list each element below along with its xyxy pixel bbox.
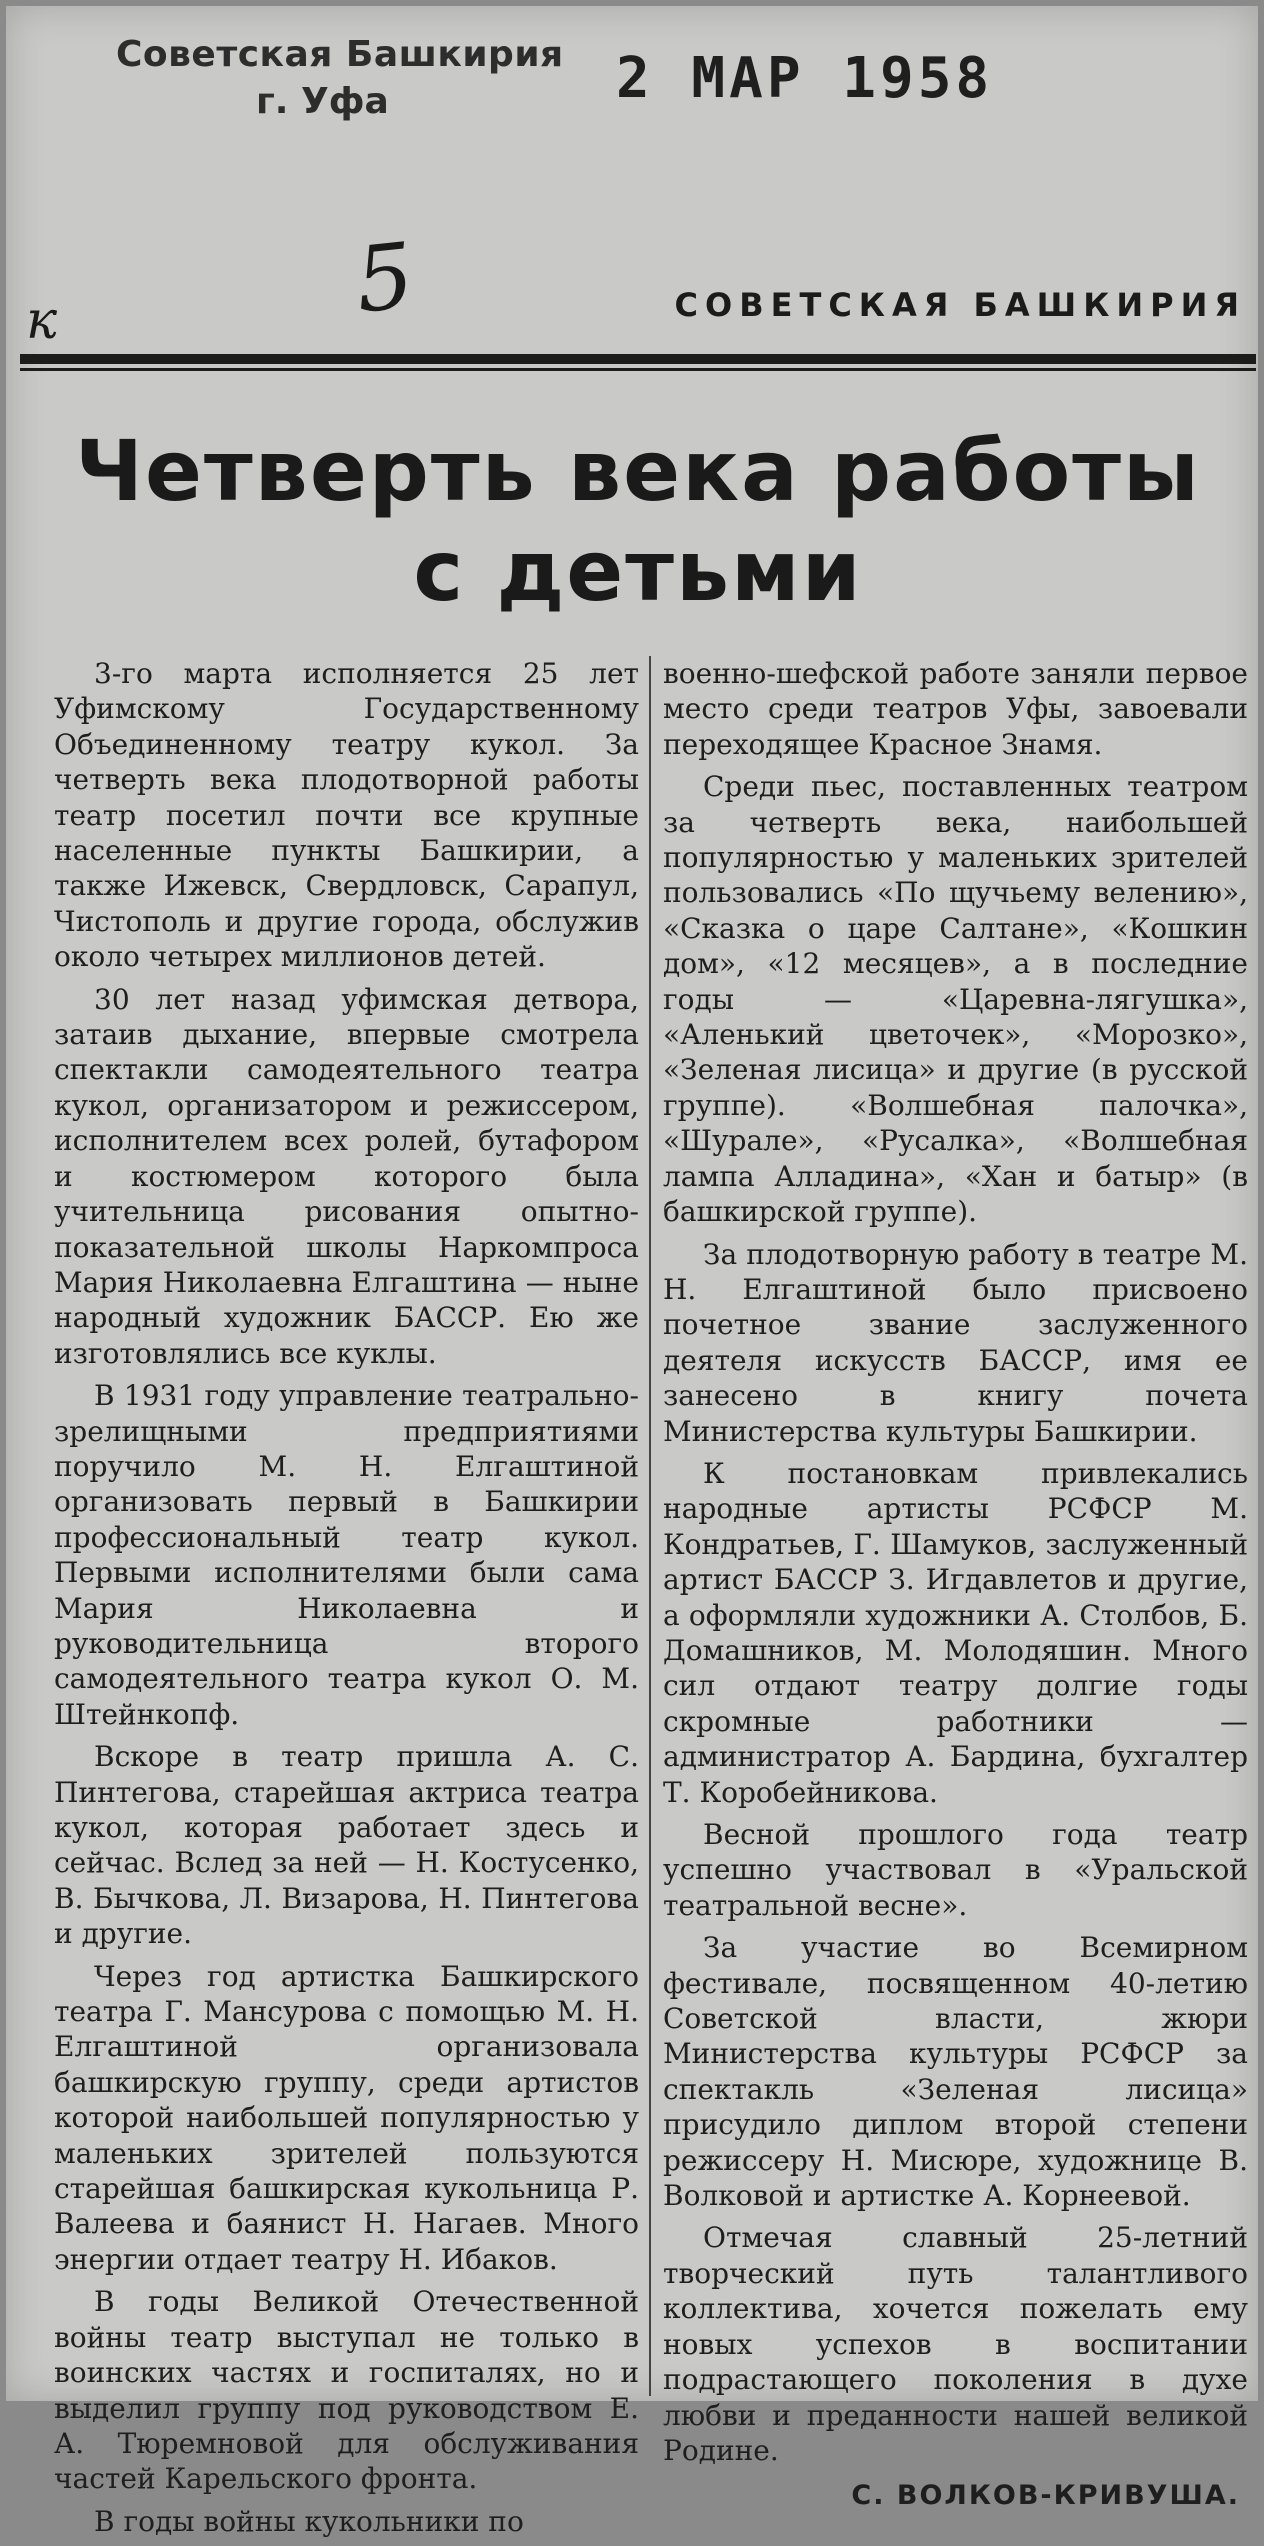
stamp-paper-name: Советская Башкирия bbox=[116, 34, 564, 75]
masthead-rule-thick bbox=[20, 354, 1256, 364]
article-body bbox=[46, 656, 1258, 2538]
handwritten-number: 5 bbox=[350, 223, 419, 334]
handwritten-letter: к bbox=[26, 291, 58, 351]
headline-line-2: с детьми bbox=[413, 522, 863, 620]
headline-line-1: Четверть века работы bbox=[75, 422, 1201, 520]
paragraph: В годы Великой Отечественной войны театр выступал не только в воинских частях и госпиталях, но и выделил группу под руководством Е. А. Тюремновой для обслуживания частей Карельского фронта. bbox=[54, 2285, 639, 2496]
paragraph: Среди пьес, поставленных театром за четверть века, наибольшей популярностью у маленьких зрителей пользовались «По щучьему велению», «Сказка о царе Салтане», «Кошкин дом», «12 месяцев», а в последние годы — «Царевна-лягушка», «Аленький цветочек», «Морозко», «Зеленая лисица» и другие (в русской группе). «Волшебная палочка», «Шурале», «Русалка», «Волшебная лампа Алладина», «Хан и батыр» (в башкирской группе). bbox=[663, 770, 1248, 1229]
newspaper-masthead: СОВЕТСКАЯ БАШКИРИЯ bbox=[674, 286, 1246, 324]
article-headline bbox=[26, 421, 1250, 621]
paragraph: Весной прошлого года театр успешно участвовал в «Уральской театральной весне». bbox=[663, 1818, 1248, 1922]
right-column bbox=[663, 656, 1248, 2514]
paragraph-continuation: военно-шефской работе заняли первое место среди театров Уфы, завоевали переходящее Красное Знамя. bbox=[663, 657, 1248, 761]
paragraph: К постановкам привлекались народные артисты РСФСР М. Кондратьев, Г. Шамуков, заслуженный артист БАССР З. Игдавлетов и другие, а оформляли художники А. Столбов, Б. Домашников, М. Молодяшин. Много сил отдают театру долгие годы скромные работники — администратор А. Бардина, бухгалтер Т. Коробейникова. bbox=[663, 1456, 1248, 1809]
paragraph: 30 лет назад уфимская детвора, затаив дыхание, впервые смотрела спектакли самодеятельного театра кукол, организатором и режиссером, исполнителем всех ролей, бутафором и костюмером которого была учительница рисования опытно-показательной школы Наркомпроса Мария Николаевна Елгаштина — ныне народный художник БАССР. Ею же изготовлялись все куклы. bbox=[54, 982, 639, 1370]
paragraph: За плодотворную работу в театре М. Н. Елгаштиной было присвоено почетное звание заслуженного деятеля искусств БАССР, имя ее занесено в книгу почета Министерства культуры Башкирии. bbox=[663, 1237, 1248, 1448]
paragraph: 3-го марта исполняется 25 лет Уфимскому Государственному Объединенному театру кукол. За четверть века плодотворной работы театр посетил почти все крупные населенные пункты Башкирии, а также Ижевск, Свердловск, Сарапул, Чистополь и другие города, обслужив около четырех миллионов детей. bbox=[54, 657, 639, 974]
paragraph: За участие во Всемирном фестивале, посвященном 40-летию Советской власти, жюри Министерства культуры РСФСР за спектакль «Зеленая лисица» присудило диплом второй степени режиссеру Н. Мисюре, художнице В. Волковой и артистке А. Корнеевой. bbox=[663, 1931, 1248, 2213]
stamp-date: 2 МАР 1958 bbox=[616, 46, 994, 111]
left-column bbox=[54, 656, 639, 2546]
paragraph: Вскоре в театр пришла А. С. Пинтегова, старейшая актриса театра кукол, которая работает здесь и сейчас. Вслед за ней — Н. Костусенко, В. Бычкова, Л. Визарова, Н. Пинтегова и другие. bbox=[54, 1740, 639, 1951]
paragraph: Через год артистка Башкирского театра Г. Мансурова с помощью М. Н. Елгаштиной организовала башкирскую группу, среди артистов которой наибольшей популярностью у маленьких зрителей пользуются старейшая башкирская кукольница Р. Валеева и баянист Н. Нагаев. Много энергии отдает театру Н. Ибаков. bbox=[54, 1959, 639, 2276]
library-stamp bbox=[116, 34, 586, 122]
paragraph: В 1931 году управление театрально-зрелищными предприятиями поручило М. Н. Елгаштиной организовать первый в Башкирии профессиональный театр кукол. Первыми исполнителями были сама Мария Николаевна и руководительница второго самодеятельного театра кукол О. М. Штейнкопф. bbox=[54, 1379, 639, 1731]
paragraph: В годы войны кукольники по bbox=[94, 2504, 524, 2538]
stamp-city: г. Уфа bbox=[256, 81, 389, 122]
newspaper-clipping bbox=[6, 6, 1258, 2538]
paragraph: Отмечая славный 25-летний творческий путь талантливого коллектива, хочется пожелать ему новых успехов в воспитании подрастающего поколения в духе любви и преданности нашей великой Родине. bbox=[663, 2221, 1248, 2467]
author-signature: С. ВОЛКОВ-КРИВУША. bbox=[851, 2480, 1240, 2512]
column-divider bbox=[649, 656, 651, 2396]
masthead-rule-thin bbox=[20, 368, 1256, 371]
